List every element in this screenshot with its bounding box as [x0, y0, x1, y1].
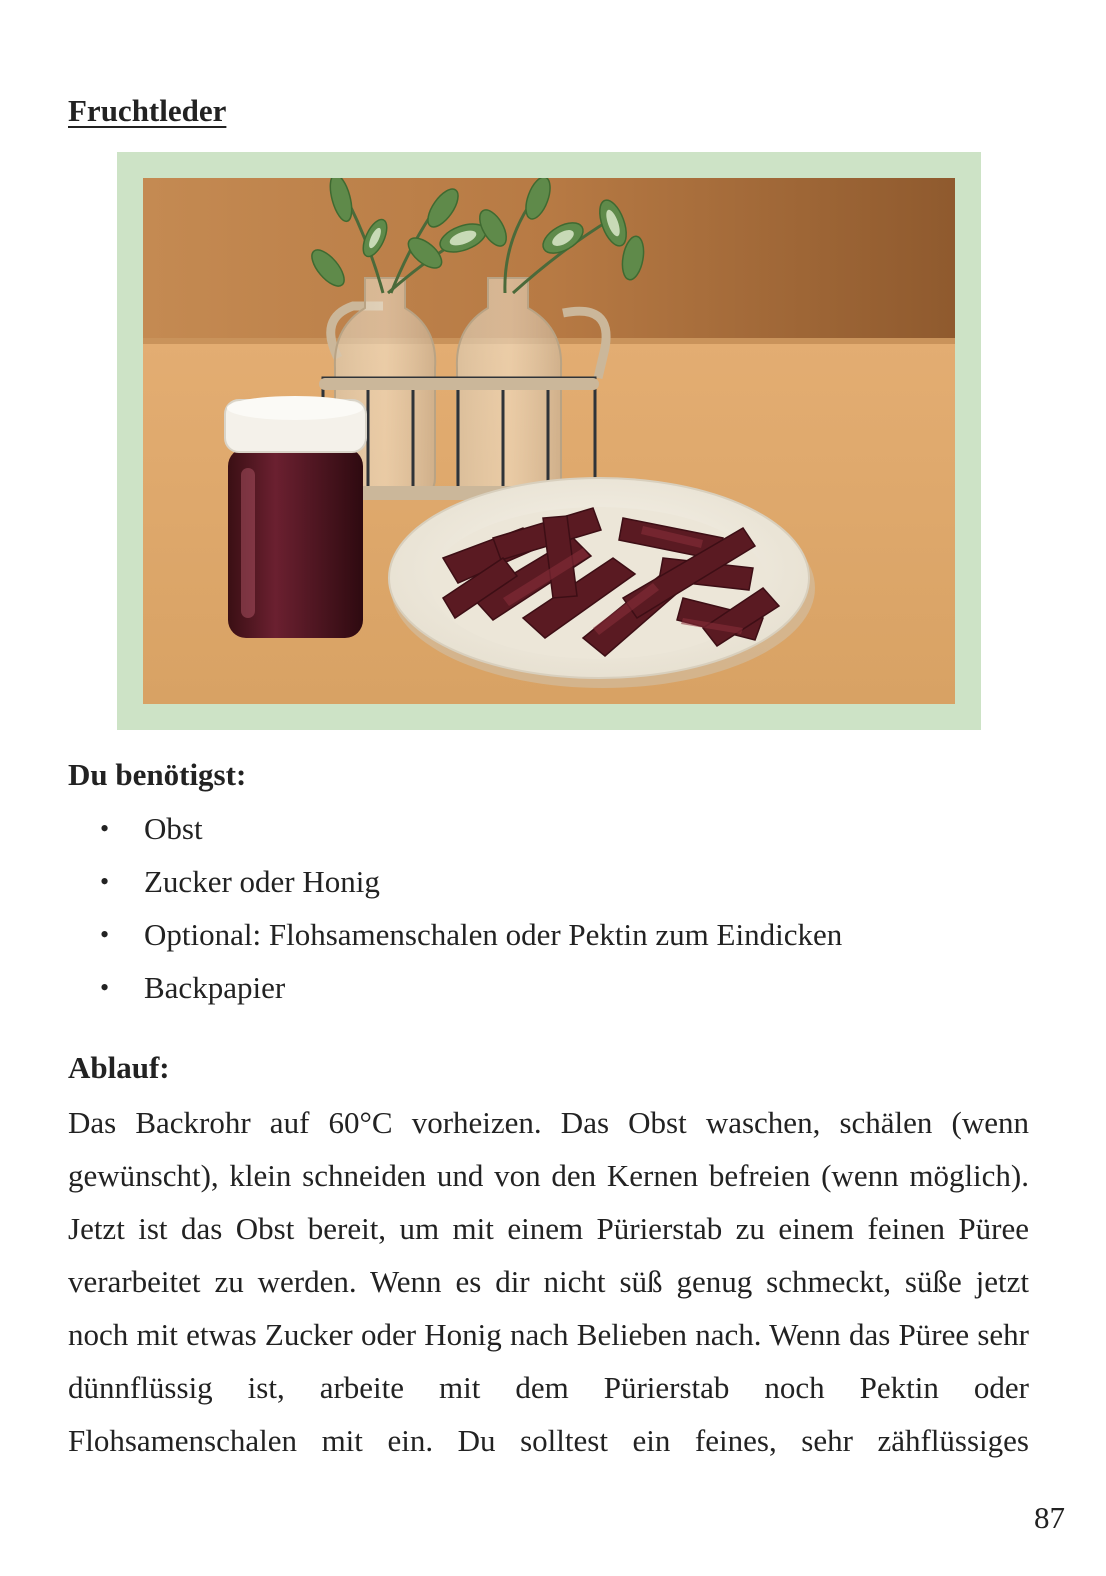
ingredient-item [0, 965, 1000, 1018]
bullet-icon: • [100, 920, 110, 949]
page-title: Fruchtleder [68, 93, 227, 128]
ingredient-item [0, 859, 1000, 912]
procedure-text: Das Backrohr auf 60°C vorheizen. Das Obst waschen, schälen (wenn gewünscht), klein schneiden und von den Kernen befreien (wenn möglich). Jetzt ist das Obst bereit, um mit einem Pürierstab zu einem feinen Püree verarbeitet zu werden. Wenn es dir nicht süß genug schmeckt, süße jetzt noch mit etwas Zucker oder Honig nach Belieben nach. Wenn das Püree sehr dünnflüssig ist, arbeite mit dem Pürierstab noch Pektin oder Flohsamenschalen mit ein. Du solltest ein feines, sehr zähflüssiges [68, 1105, 1029, 1458]
page-number: 87 [1034, 1500, 1065, 1535]
ingredient-text: Zucker oder Honig [144, 864, 380, 899]
bullet-icon: • [100, 814, 110, 843]
ingredient-text: Backpapier [144, 970, 286, 1005]
ingredients-heading: Du benötigst: [68, 757, 247, 792]
bullet-icon: • [100, 973, 110, 1002]
ingredient-item [0, 806, 1000, 859]
fruit-leather-photo [143, 178, 955, 704]
photo-frame [117, 152, 981, 730]
ingredients-list [0, 806, 1000, 1018]
ingredient-text: Optional: Flohsamenschalen oder Pektin zum Eindicken [144, 917, 843, 952]
procedure-heading: Ablauf: [68, 1050, 170, 1085]
ingredient-item [0, 912, 1000, 965]
bullet-icon: • [100, 867, 110, 896]
ingredient-text: Obst [144, 811, 203, 846]
